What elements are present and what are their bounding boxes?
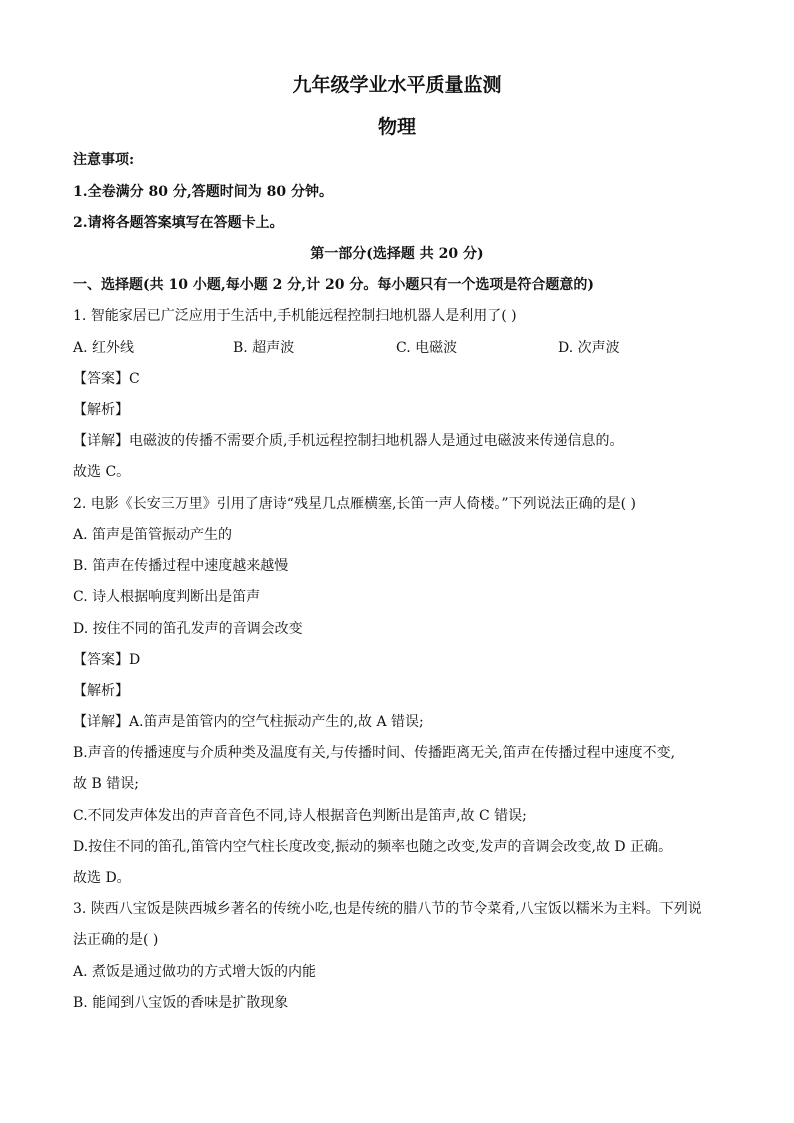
notice-item-1: 1.全卷满分 80 分,答题时间为 80 分钟。	[73, 184, 333, 200]
notice-heading: 注意事项:	[73, 152, 135, 168]
q2-detail-4: C.不同发声体发出的声音音色不同,诗人根据音色判断出是笛声,故 C 错误;	[73, 808, 527, 824]
q1-conclusion: 故选 C。	[73, 464, 131, 480]
q3-stem-line-2: 法正确的是( )	[73, 932, 159, 948]
q3-stem-line-1: 3. 陕西八宝饭是陕西城乡著名的传统小吃,也是传统的腊八节的节令菜肴,八宝饭以糯米为主料。下列说	[73, 901, 702, 917]
exam-title: 九年级学业水平质量监测	[292, 74, 502, 96]
q1-answer: 【答案】C	[73, 371, 140, 387]
q1-option-b: B. 超声波	[233, 340, 295, 356]
q2-option-b: B. 笛声在传播过程中速度越来越慢	[73, 558, 289, 574]
exam-subject: 物理	[377, 116, 416, 138]
q1-option-d: D. 次声波	[558, 340, 620, 356]
q2-detail-1: 【详解】A.笛声是笛管内的空气柱振动产生的,故 A 错误;	[73, 714, 424, 730]
q2-answer: 【答案】D	[73, 652, 141, 668]
q2-analysis: 【解析】	[73, 683, 129, 699]
part-one-heading: 第一部分(选择题 共 20 分)	[310, 246, 484, 262]
q2-conclusion: 故选 D。	[73, 870, 131, 886]
q2-stem: 2. 电影《长安三万里》引用了唐诗“残星几点雁横塞,长笛一声人倚楼。”下列说法正确的是( )	[73, 496, 636, 512]
q1-detail: 【详解】电磁波的传播不需要介质,手机远程控制扫地机器人是通过电磁波来传递信息的。	[73, 433, 624, 449]
notice-item-2: 2.请将各题答案填写在答题卡上。	[73, 215, 284, 231]
q2-option-a: A. 笛声是笛管振动产生的	[73, 527, 233, 543]
q2-option-d: D. 按住不同的笛孔发声的音调会改变	[73, 621, 303, 637]
q2-detail-5: D.按住不同的笛孔,笛管内空气柱长度改变,振动的频率也随之改变,发声的音调会改变,故 D 正确。	[73, 839, 673, 855]
q3-option-a: A. 煮饭是通过做功的方式增大饭的内能	[73, 964, 317, 980]
q1-stem: 1. 智能家居已广泛应用于生活中,手机能远程控制扫地机器人是利用了( )	[73, 308, 517, 324]
q2-detail-2: B.声音的传播速度与介质种类及温度有关,与传播时间、传播距离无关,笛声在传播过程中速度不变,	[73, 745, 676, 761]
q1-option-c: C. 电磁波	[396, 340, 458, 356]
q1-analysis: 【解析】	[73, 402, 129, 418]
q1-option-a: A. 红外线	[73, 340, 135, 356]
q2-detail-3: 故 B 错误;	[73, 776, 139, 792]
section-one-heading: 一、选择题(共 10 小题,每小题 2 分,计 20 分。每小题只有一个选项是符合题意的)	[73, 277, 594, 293]
q2-option-c: C. 诗人根据响度判断出是笛声	[73, 589, 261, 605]
q3-option-b: B. 能闻到八宝饭的香味是扩散现象	[73, 995, 289, 1011]
